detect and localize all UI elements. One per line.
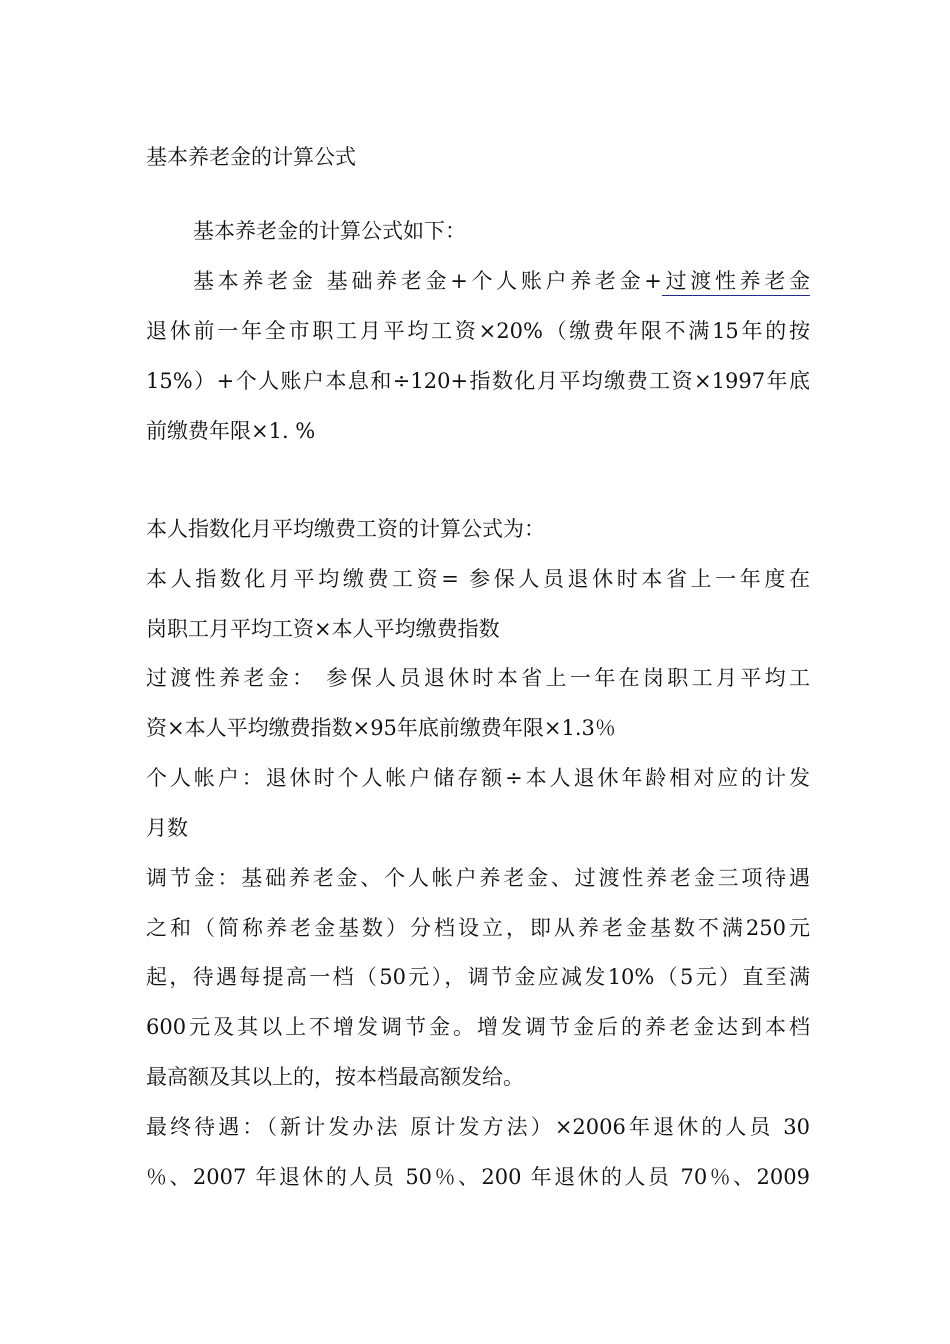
section-line-12: 最高额及其以上的，按本档最高额发给。 — [146, 1065, 524, 1089]
section-line-6: 个人帐户：退休时个人帐户储存额÷本人退休年龄相对应的计发 — [146, 766, 810, 790]
section-line-13: 最终待遇：（新计发办法 原计发方法）×2006年退休的人员 30 — [146, 1115, 810, 1139]
section-line-10: 起，待遇每提高一档（50元），调节金应减发10%（5元）直至满 — [146, 965, 810, 989]
section-line-1: 本人指数化月平均缴费工资的计算公式为： — [146, 517, 545, 541]
section-line-4: 过渡性养老金： 参保人员退休时本省上一年在岗职工月平均工 — [146, 666, 810, 690]
section-line-14: ％、2007 年退休的人员 50％、200 年退休的人员 70％、2009 — [146, 1165, 810, 1189]
section-line-2: 本人指数化月平均缴费工资= 参保人员退休时本省上一年度在 — [146, 567, 810, 591]
section-line-11: 600元及其以上不增发调节金。增发调节金后的养老金达到本档 — [146, 1015, 810, 1039]
section-line-7: 月数 — [146, 816, 188, 840]
intro-text: 基本养老金的计算公式如下： — [193, 219, 466, 243]
transitional-pension-link[interactable]: 过渡性养老金 — [662, 269, 810, 296]
formula-line-2: 退休前一年全市职工月平均工资×20%（缴费年限不满15年的按 — [146, 319, 810, 343]
formula-line-3: 15%）+个人账户本息和÷120+指数化月平均缴费工资×1997年底 — [146, 369, 810, 393]
formula-lead: 基本养老金 基础养老金+个人账户养老金+ — [193, 269, 662, 293]
section-line-3: 岗职工月平均工资×本人平均缴费指数 — [146, 617, 500, 641]
section-line-9: 之和（简称养老金基数）分档设立，即从养老金基数不满250元 — [146, 916, 810, 940]
section-line-8: 调节金：基础养老金、个人帐户养老金、过渡性养老金三项待遇 — [146, 866, 810, 890]
formula-line-1 — [193, 266, 810, 296]
section-line-5: 资×本人平均缴费指数×95年底前缴费年限×1.3％ — [146, 716, 616, 740]
document-title: 基本养老金的计算公式 — [146, 145, 356, 169]
formula-line-4: 前缴费年限×1. % — [146, 419, 316, 443]
